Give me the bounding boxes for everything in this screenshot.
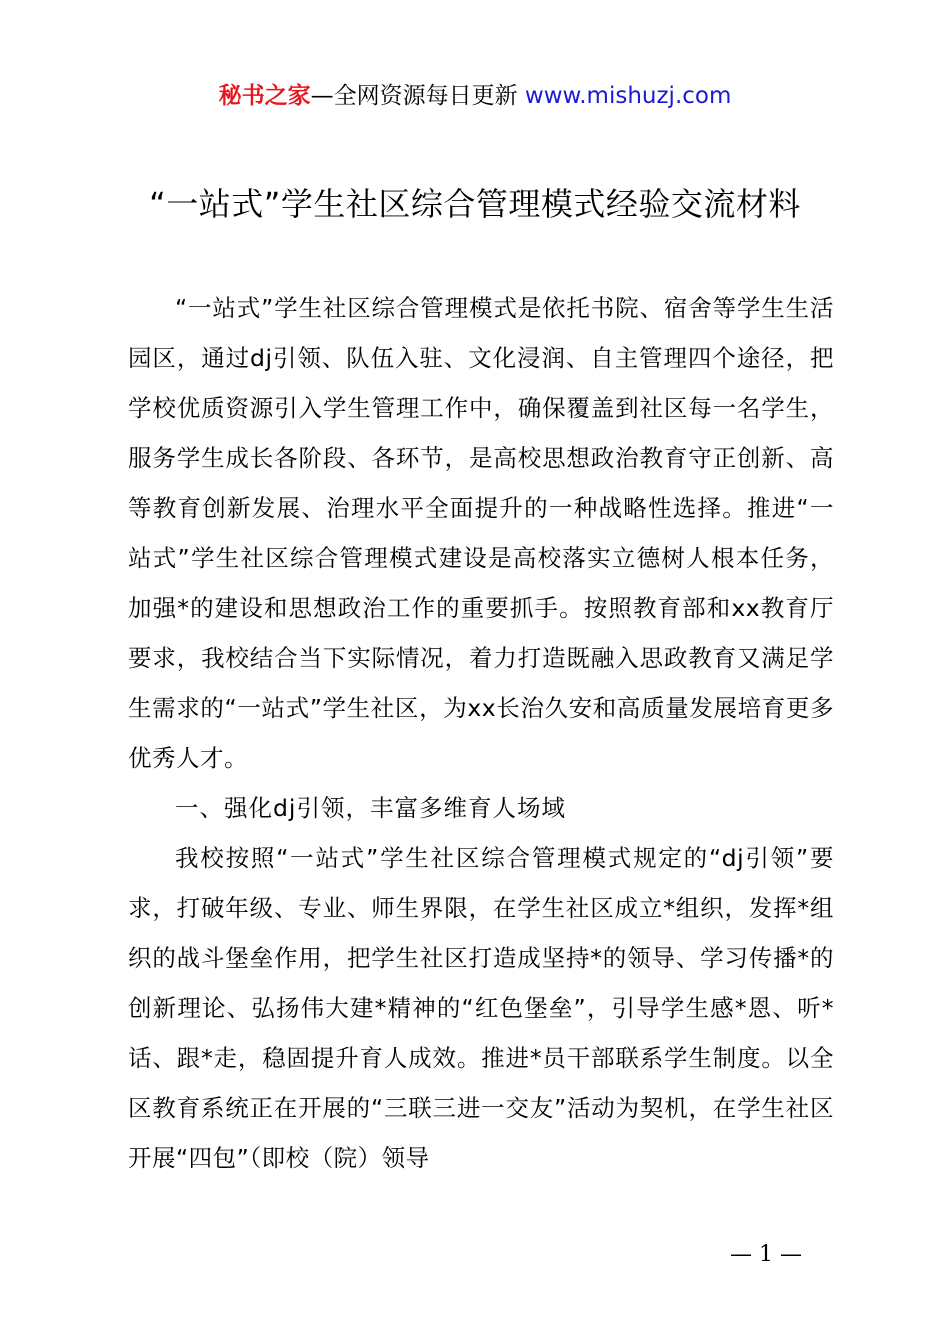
page-number: — 1 — [730, 1242, 802, 1267]
banner-brand: 秘书之家 [218, 83, 311, 109]
document-title: “一站式”学生社区综合管理模式经验交流材料 [149, 185, 801, 223]
intro-paragraph: “一站式”学生社区综合管理模式是依托书院、宿舍等学生生活园区，通过dj引领、队伍入驻、文化浸润、自主管理四个途径，把学校优质资源引入学生管理工作中，确保覆盖到社区每一名学生，服务学生成长各阶段、各环节，是高校思想政治教育守正创新、高等教育创新发展、治理水平全面提升的一种战略性选择。推进“一站式”学生社区综合管理模式建设是高校落实立德树人根本任务，加强*的建设和思想政治工作的重要抓手。按照教育部和xx教育厅要求，我校结合当下实际情况，着力打造既融入思政教育又满足学生需求的“一站式”学生社区，为xx长治久安和高质量发展培育更多优秀人才。 [128, 294, 834, 772]
banner-slogan: —全网资源每日更新 [310, 83, 525, 109]
document-body [128, 283, 834, 1183]
section-heading: 一、强化dj引领，丰富多维育人场域 [175, 794, 566, 822]
banner-url-link[interactable]: www.mishuzj.com [524, 83, 732, 109]
site-banner [0, 80, 950, 112]
section-paragraph: 我校按照“一站式”学生社区综合管理模式规定的“dj引领”要求，打破年级、专业、师生界限，在学生社区成立*组织，发挥*组织的战斗堡垒作用，把学生社区打造成坚持*的领导、学习传播*的创新理论、弘扬伟大建*精神的“红色堡垒”，引导学生感*恩、听*话、跟*走，稳固提升育人成效。推进*员干部联系学生制度。以全区教育系统正在开展的“三联三进一交友”活动为契机，在学生社区开展“四包”（即校（院）领导 [128, 844, 834, 1172]
